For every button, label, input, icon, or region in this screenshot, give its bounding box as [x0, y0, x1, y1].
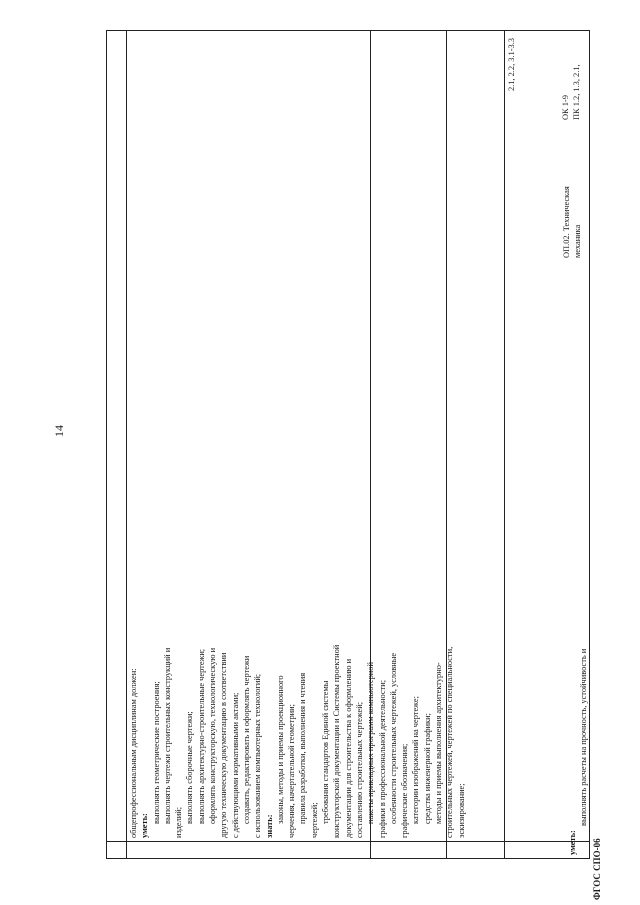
text-line: выполнять геометрические построения;: [151, 681, 161, 824]
text-line: создавать, редактировать и оформлять чертежи: [241, 655, 251, 824]
text-line: чертежей;: [309, 802, 319, 838]
text-line: законы, методы и приемы проекционного: [275, 675, 285, 824]
text-line: общепрофессиональным дисциплинам должен:: [129, 668, 138, 838]
bottom-text-line: уметь:: [568, 830, 577, 855]
text-line: документации для строительства к оформлению и: [343, 658, 353, 838]
bottom-row-discipline: [447, 842, 504, 859]
text-line: эскизирование;: [456, 783, 466, 838]
text-line: составлению строительных чертежей;: [354, 701, 364, 838]
text-line: другую техническую документацию в соответствии: [219, 652, 229, 838]
discipline-name: ОП.02. Техническая механика: [562, 186, 582, 258]
discipline-label: [561, 118, 583, 258]
page-number: 14: [52, 425, 66, 437]
text-line: требования стандартов Единой системы: [321, 680, 331, 824]
text-line: с использованием компьютерных технологий;: [253, 673, 263, 838]
text-line: черчения, начертательной геометрии;: [287, 704, 297, 838]
text-line: строительных чертежей, чертежей по специальности,: [445, 646, 455, 838]
top-row-description: [127, 30, 466, 841]
text-line: графические обозначения;: [400, 743, 410, 838]
competency-text: 2.1, 2.2, 3.1-3.3: [507, 38, 516, 92]
text-line: уметь:: [140, 813, 150, 838]
text-line: пакеты прикладных программ компьютерной: [366, 662, 376, 824]
bottom-text-line: выполнять расчеты на прочность, устойчивость и: [579, 648, 588, 826]
text-line: особенности строительных чертежей, условные: [388, 652, 398, 824]
text-line: выполнять архитектурно-строительные чертежи;: [196, 648, 206, 824]
table-border-top: [106, 30, 107, 859]
text-line: оформлять конструкторскую, технологическую и: [208, 647, 218, 824]
competency-pk: ПК 1.2, 1.3, 2.1,: [572, 64, 581, 120]
text-line: выполнять чертежи строительных конструкций и: [162, 647, 172, 824]
text-line: изделий;: [174, 806, 184, 838]
bottom-competencies: [560, 64, 582, 120]
text-line: средства инженерной графики;: [422, 713, 432, 824]
bottom-row-description: [127, 842, 370, 859]
text-line: методы и приемы выполнения архитектурно-: [434, 662, 444, 824]
text-line: с действующими нормативными актами;: [230, 692, 240, 838]
footer-code: ФГОС СПО-06: [592, 838, 602, 900]
text-line: конструкторской документации и Системы проектной: [332, 644, 342, 838]
text-line: выполнять сборочные чертежи;: [185, 711, 195, 824]
rotated-table: [106, 30, 590, 859]
text-line: знать:: [264, 814, 274, 838]
text-line: правила разработки, выполнения и чтения: [298, 672, 308, 824]
competency-ok: ОК 1-9: [561, 95, 570, 120]
text-line: категории изображений на чертеже;: [411, 696, 421, 824]
text-line: графики в профессиональной деятельности;: [377, 679, 387, 838]
